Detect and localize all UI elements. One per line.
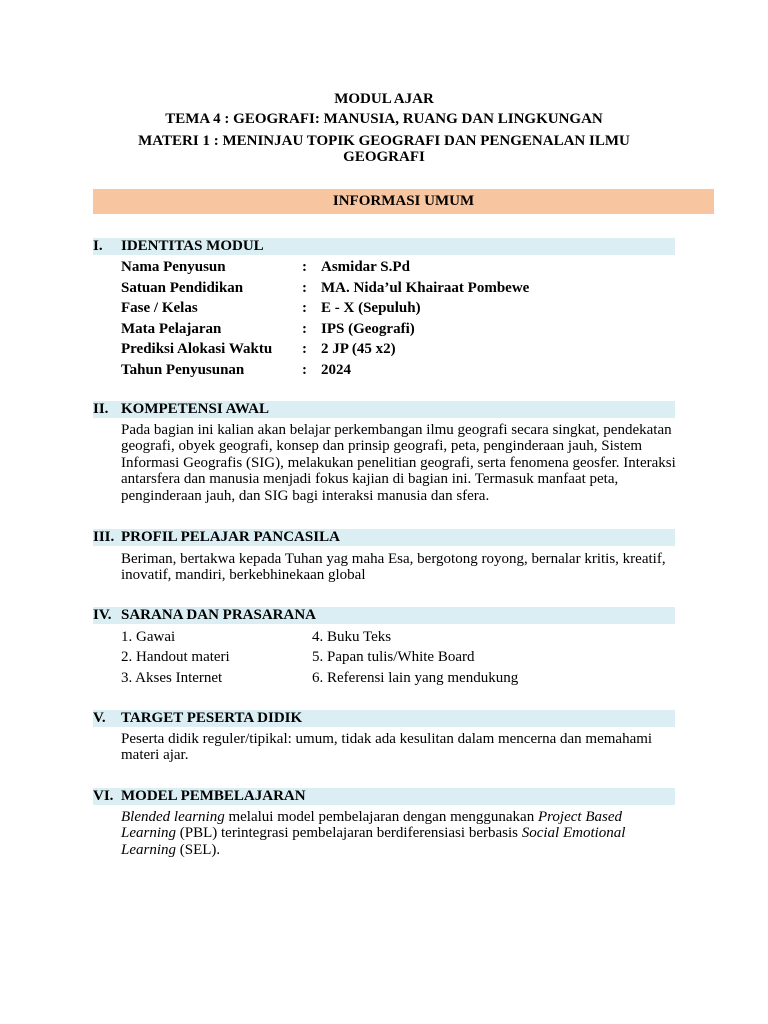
field-value: 2 JP (45 x2) [321,341,396,357]
model-text: (SEL). [176,841,221,858]
field-separator: : [302,341,307,357]
model-text: melalui model pembelajaran dengan menggunakan [224,809,538,825]
field-separator: : [302,362,307,378]
field-label: Nama Penyusun [121,259,226,275]
field-value: E - X (Sepuluh) [321,300,421,316]
section-title: IDENTITAS MODUL [121,238,264,254]
model-paragraph [121,809,677,858]
section-title: PROFIL PELAJAR PANCASILA [121,529,340,545]
section-header-profil [93,529,675,546]
list-item: 5. Papan tulis/White Board [312,649,475,665]
section-number: III. [93,529,115,545]
section-title: MODEL PEMBELAJARAN [121,788,306,804]
list-item: 6. Referensi lain yang mendukung [312,670,519,686]
section-number: V. [93,710,106,726]
field-separator: : [302,321,307,337]
field-separator: : [302,259,307,275]
section-number: VI. [93,788,114,804]
list-item: 4. Buku Teks [312,629,392,645]
section-header-sarana [93,607,675,624]
italic-term: Project Based Learning [121,809,622,842]
info-umum-bar: INFORMASI UMUM [93,189,714,214]
section-header-identitas [93,238,675,255]
section-title: SARANA DAN PRASARANA [121,607,317,623]
field-value: 2024 [321,362,351,378]
section-header-target [93,710,675,727]
target-paragraph: Peserta didik reguler/tipikal: umum, tidak ada kesulitan dalam mencerna dan memahami materi ajar. [121,731,653,764]
field-label: Fase / Kelas [121,300,198,316]
section-title: KOMPETENSI AWAL [121,401,269,417]
section-title: TARGET PESERTA DIDIK [121,710,303,726]
italic-term: Social Emotional Learning [121,825,626,858]
doc-title: MODUL AJAR [334,91,434,107]
field-label: Mata Pelajaran [121,321,222,337]
section-number: IV. [93,607,112,623]
section-number: II. [93,401,109,417]
list-item: 3. Akses Internet [121,670,223,686]
kompetensi-paragraph: Pada bagian ini kalian akan belajar perkembangan ilmu geografi secara singkat, pendekatan geografi, obyek geografi, konsep dan prinsip geografi, peta, penginderaan jauh, Sistem Informasi Geografis (SIG), melakukan penelitian geografi, serta fenomena geosfer. Interaksi antarsfera dan manusia menjadi fokus kajian di bagian ini. Termasuk manfaat peta, penginderaan jauh, dan SIG bagi interaksi manusia dan sfera. [121,422,676,504]
list-item: 1. Gawai [121,629,176,645]
section-header-kompetensi [93,401,675,418]
profil-paragraph: Beriman, bertakwa kepada Tuhan yag maha Esa, bergotong royong, bernalar kritis, kreatif, inovatif, mandiri, berkebhinekaan global [121,551,666,584]
field-separator: : [302,300,307,316]
section-header-model [93,788,675,805]
doc-theme: TEMA 4 : GEOGRAFI: MANUSIA, RUANG DAN LINGKUNGAN [165,111,603,127]
model-text: (PBL) terintegrasi pembelajaran berdiferensiasi berbasis [176,825,522,842]
field-label: Satuan Pendidikan [121,280,244,296]
field-label: Prediksi Alokasi Waktu [121,341,273,357]
field-value: MA. Nida’ul Khairaat Pombewe [321,280,530,296]
list-item: 2. Handout materi [121,649,230,665]
section-number: I. [93,238,103,254]
field-separator: : [302,280,307,296]
field-value: IPS (Geografi) [321,321,415,337]
doc-material: MATERI 1 : MENINJAU TOPIK GEOGRAFI DAN PENGENALAN ILMU GEOGRAFI [138,133,630,165]
field-label: Tahun Penyusunan [121,362,245,378]
italic-term: Blended learning [121,809,225,825]
field-value: Asmidar S.Pd [321,259,410,275]
